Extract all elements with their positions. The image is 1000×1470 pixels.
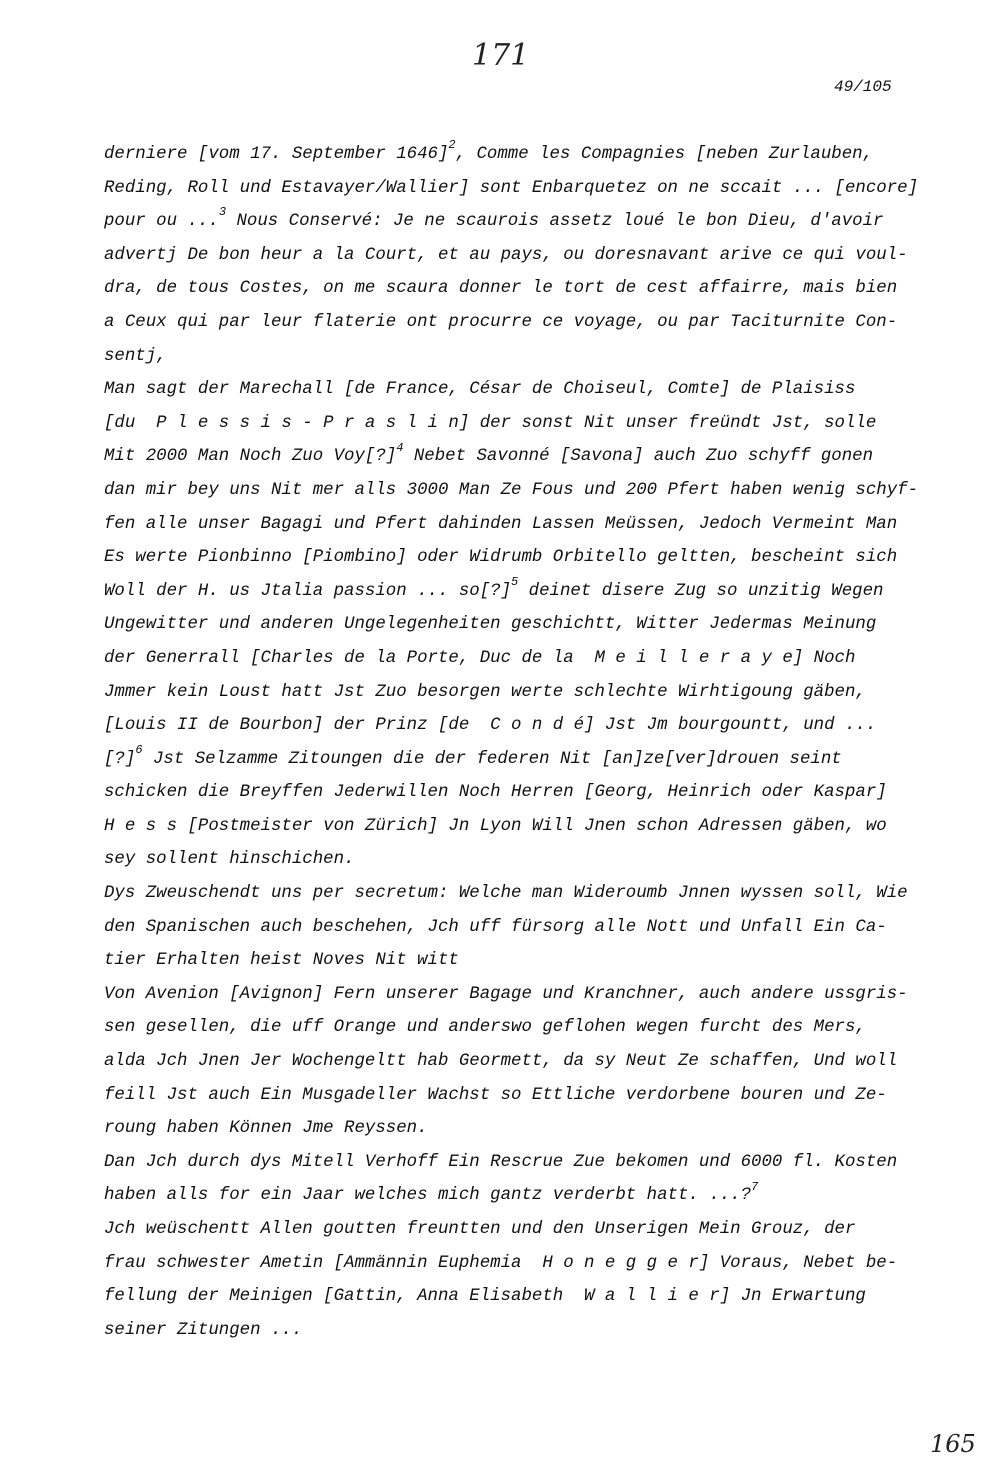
text-line: pour ou ...$^3$ Nous Conservé: Je ne scaurois assetz loué le bon Dieu, d'avoir <box>104 205 884 232</box>
text-line: den Spanischen auch beschehen, Jch uff fürsorg alle Nott und Unfall Ein Ca- <box>104 917 887 937</box>
text-line: Von Avenion [Avignon] Fern unserer Bagage und Kranchner, auch andere ussgris- <box>104 984 908 1004</box>
text-line: haben alls for ein Jaar welches mich gantz verderbt hatt. ...?$^7$ <box>104 1179 759 1206</box>
footnote-marker: 7 <box>751 1179 759 1194</box>
text-line: fellung der Meinigen [Gattin, Anna Elisabeth W a l l i e r] Jn Erwartung <box>104 1287 866 1307</box>
text-line: Es werte Pionbinno [Piombino] oder Widrumb Orbitello geltten, bescheint sich <box>104 548 898 568</box>
text-line: Reding, Roll und Estavayer/Wallier] sont Enbarquetez on ne sccait ... [encore] <box>104 178 919 198</box>
handwritten-page-number-top: 171 <box>472 38 530 73</box>
text-line: Jch weüschentt Allen goutten freuntten und den Unserigen Mein Grouz, der <box>104 1220 856 1239</box>
text-line: frau schwester Ametin [Ammännin Euphemia H o n e g g e r] Voraus, Nebet be- <box>104 1253 898 1273</box>
text-line: der Generrall [Charles de la Porte, Duc de la M e i l l e r a y e] Noch <box>104 648 856 668</box>
text-line: a Ceux qui par leur flaterie ont procurre ce voyage, ou par Taciturnite Con- <box>104 312 898 332</box>
text-line: derniere [vom 17. September 1646]$^2$, Comme les Compagnies [neben Zurlauben, <box>104 138 874 164</box>
text-line: [Louis II de Bourbon] der Prinz [de C o n d é] Jst Jm bourgountt, und ... <box>104 716 877 736</box>
text-line: fen alle unser Bagagi und Pfert dahinden Lassen Meüssen, Jedoch Vermeint Man <box>104 514 898 534</box>
text-line: sen gesellen, die uff Orange und anderswo geflohen wegen furcht des Mers, <box>104 1018 866 1038</box>
text-line: dra, de tous Costes, on me scaura donner le tort de cest affairre, mais bien <box>104 279 898 299</box>
text-line: Dys Zweuschendt uns per secretum: Welche man Wideroumb Jnnen wyssen soll, Wie <box>104 884 908 904</box>
text-line: Man sagt der Marechall [de France, César de Choiseul, Comte] de Plaisiss <box>104 380 856 400</box>
text-line: Dan Jch durch dys Mitell Verhoff Ein Rescrue Zue bekomen und 6000 fl. Kosten <box>104 1152 898 1172</box>
text-line: advertj De bon heur a la Court, et au pays, ou doresnavant arive ce qui voul- <box>104 245 908 265</box>
text-line: H e s s [Postmeister von Zürich] Jn Lyon Will Jnen schon Adressen gäben, wo <box>104 816 887 836</box>
text-line: seiner Zitungen ... <box>104 1320 303 1340</box>
footnote-marker: 5 <box>511 574 519 589</box>
text-line: Jmmer kein Loust hatt Jst Zuo besorgen werte schlechte Wirhtigoung gäben, <box>104 682 866 702</box>
text-line: alda Jch Jnen Jer Wochengeltt hab Geormett, da sy Neut Ze schaffen, Und woll <box>104 1052 898 1072</box>
folio-number: 49/105 <box>834 78 892 96</box>
text-line: Mit 2000 Man Noch Zuo Voy[?]$^4$ Nebet Savonné [Savona] auch Zuo schyff gonen <box>104 440 874 467</box>
text-line: [?]$^6$ Jst Selzamme Zitoungen die der federen Nit [an]ze[ver]drouen seint <box>104 742 842 769</box>
footnote-marker: 3 <box>218 205 227 220</box>
handwritten-page-number-bottom: 165 <box>930 1430 976 1458</box>
footnote-marker: 4 <box>396 440 404 455</box>
text-line: tier Erhalten heist Noves Nit witt <box>104 951 459 971</box>
letter-transcription <box>104 138 924 1347</box>
text-line: roung haben Können Jme Reyssen. <box>104 1119 428 1139</box>
text-line: feill Jst auch Ein Musgadeller Wachst so Ettliche verdorbene bouren und Ze- <box>104 1085 887 1105</box>
footnote-marker: 6 <box>135 742 143 757</box>
text-line: [du P l e s s i s - P r a s l i n] der sonst Nit unser freündt Jst, solle <box>104 413 877 433</box>
text-line: dan mir bey uns Nit mer alls 3000 Man Ze Fous und 200 Pfert haben wenig schyf- <box>104 480 919 500</box>
text-line: sey sollent hinschichen. <box>104 850 355 870</box>
text-line: Woll der H. us Jtalia passion ... so[?]$^5$ deinet disere Zug so unzitig Wegen <box>104 574 884 601</box>
text-line: sentj, <box>104 346 167 366</box>
text-line: Ungewitter und anderen Ungelegenheiten geschichtt, Witter Jedermas Meinung <box>104 615 877 635</box>
text-line: schicken die Breyffen Jederwillen Noch Herren [Georg, Heinrich oder Kaspar] <box>104 783 887 803</box>
footnote-marker: 2 <box>448 138 456 153</box>
